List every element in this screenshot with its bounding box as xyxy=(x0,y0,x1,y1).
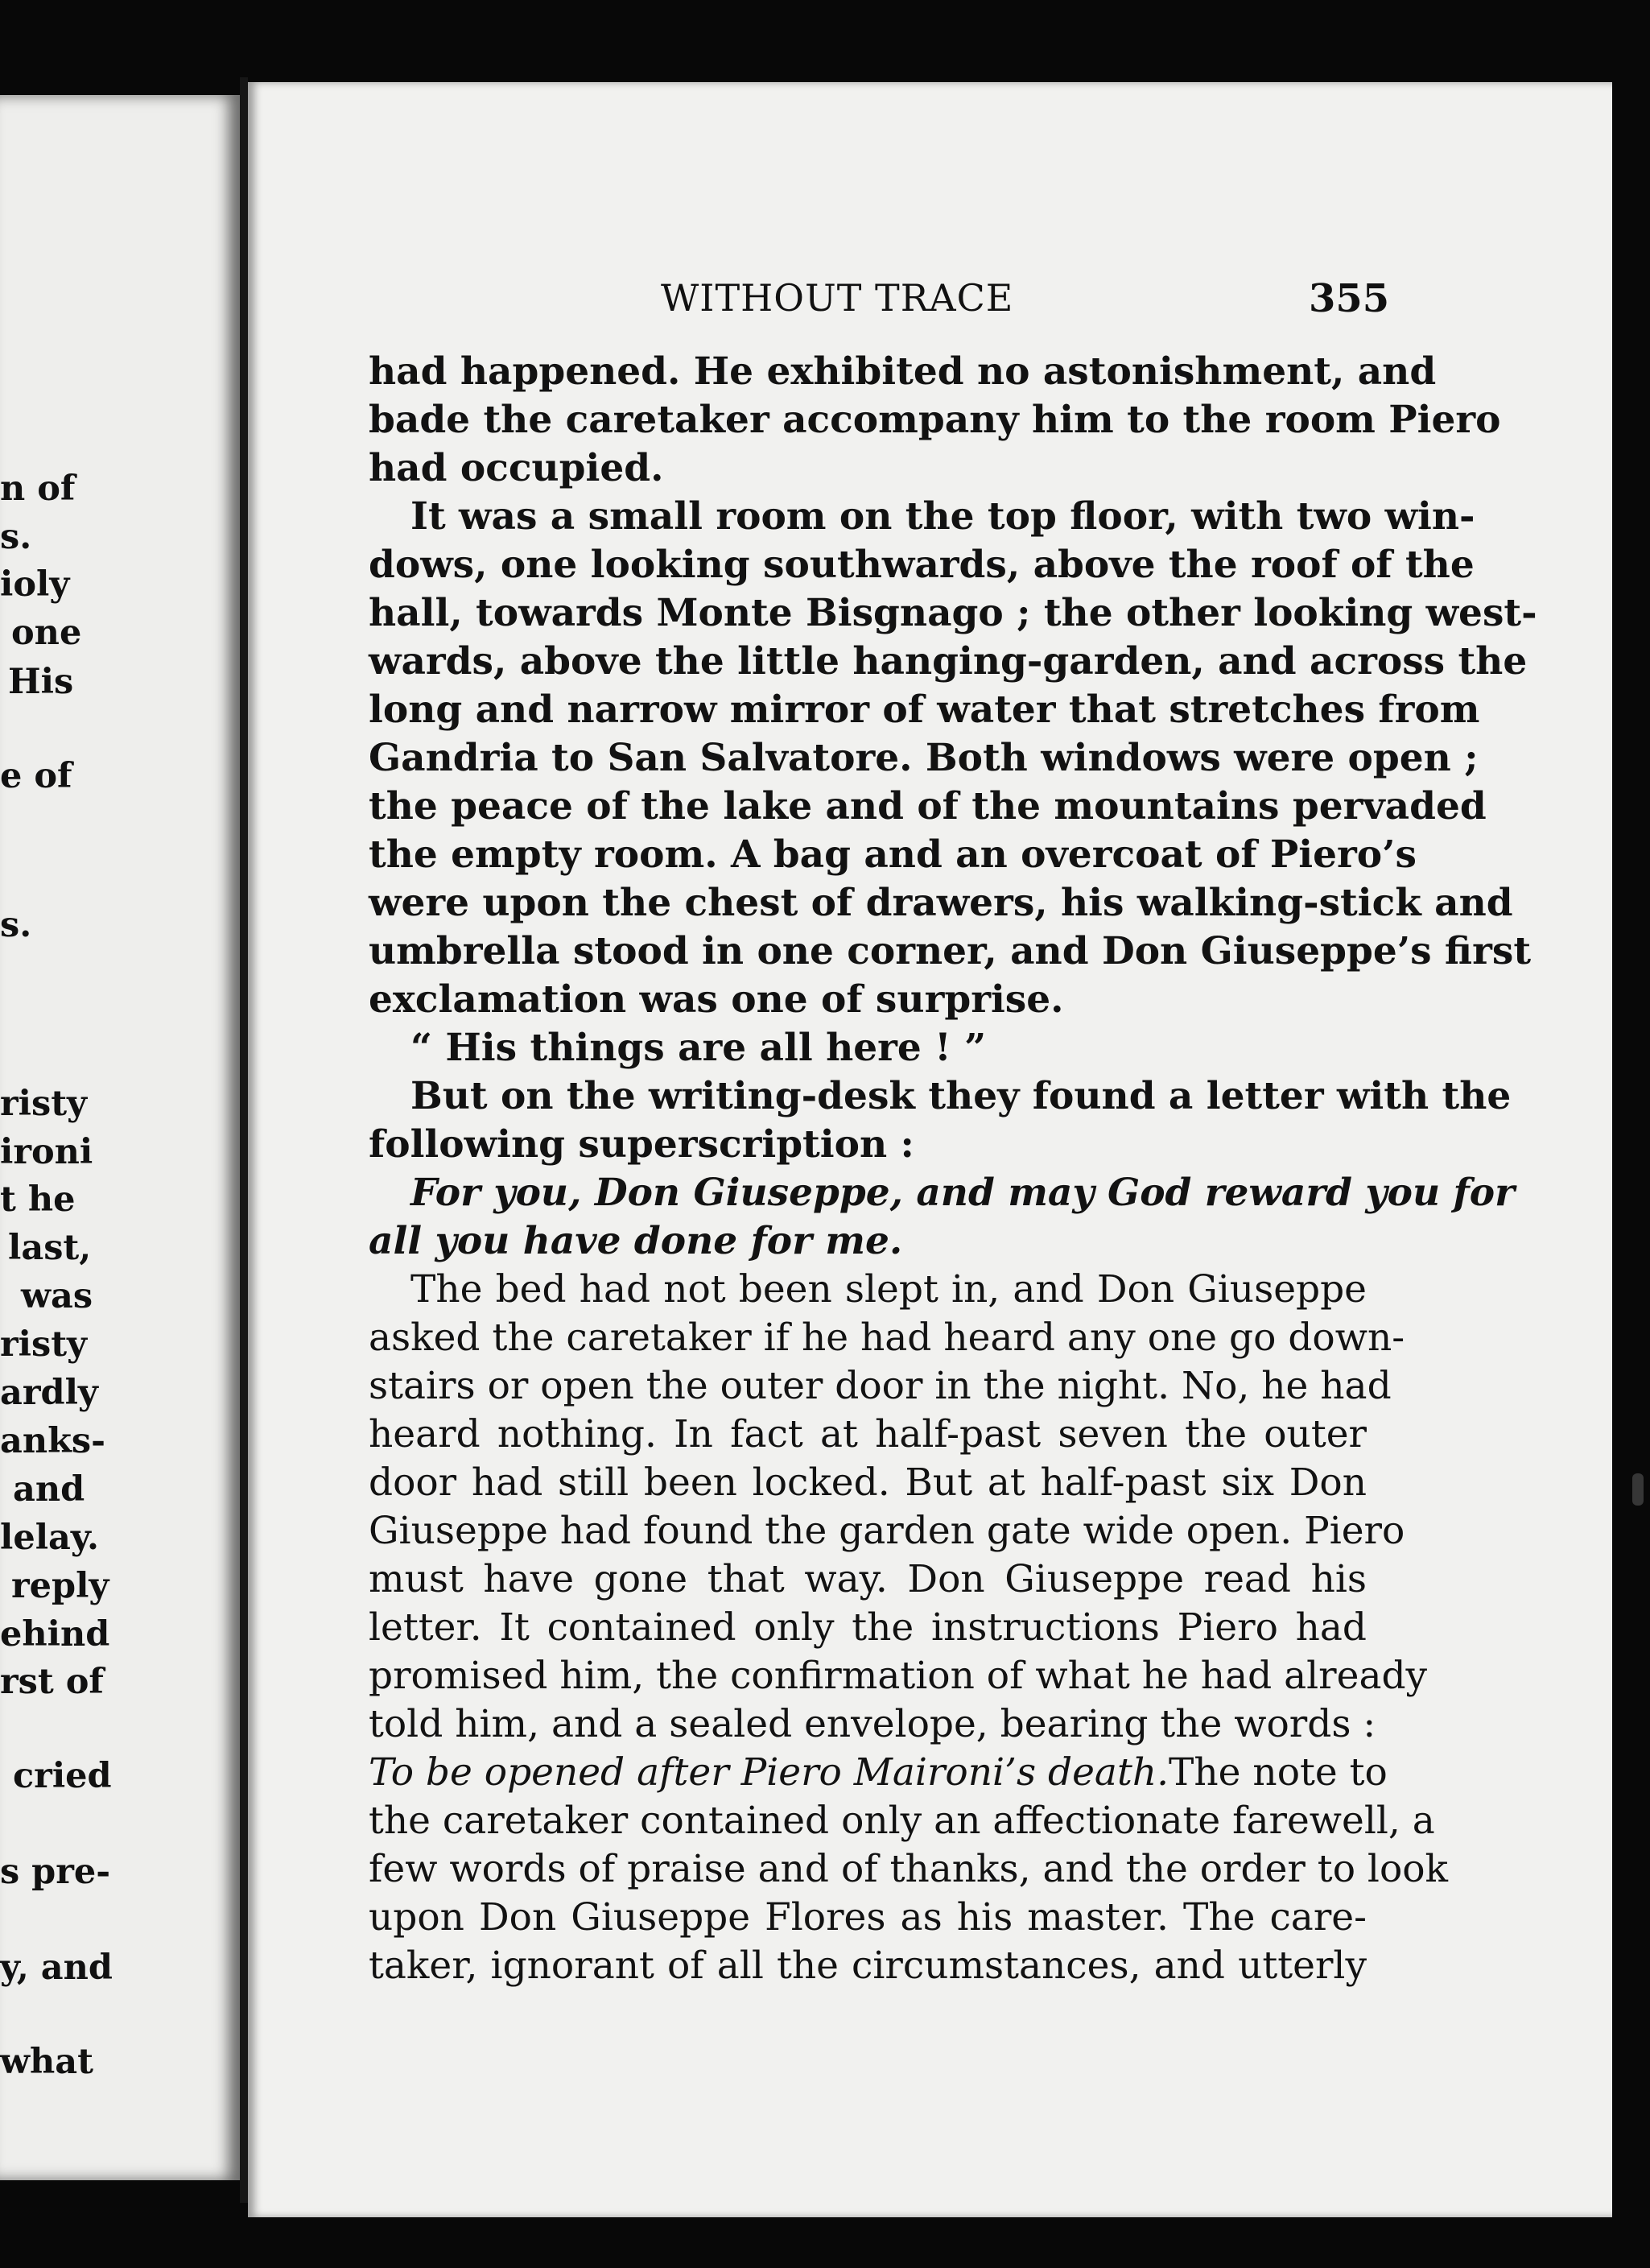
text-line: taker, ignorant of all the circumstances, and utterly xyxy=(369,1944,1367,1988)
text-line: Giuseppe had found the garden gate wide open. Piero xyxy=(369,1509,1405,1553)
text-line: were upon the chest of drawers, his walking-stick and xyxy=(369,881,1513,925)
text-line: hall, towards Monte Bisgnago ; the other looking west- xyxy=(369,591,1537,635)
previous-page-edge xyxy=(0,95,240,2180)
text-line: following superscription : xyxy=(369,1122,914,1167)
text-line: The bed had not been slept in, and Don Giuseppe xyxy=(410,1267,1367,1312)
left-fragment: n of xyxy=(0,469,76,509)
text-line: heard nothing. In fact at half-past seven the outer xyxy=(369,1412,1367,1456)
italic-superscription-line: all you have done for me. xyxy=(369,1219,903,1263)
text-line: “ His things are all here ! ” xyxy=(410,1026,987,1070)
text-line: It was a small room on the top floor, with two win- xyxy=(410,494,1475,539)
text-line: the empty room. A bag and an overcoat of Piero’s xyxy=(369,832,1417,877)
text-line: the peace of the lake and of the mountains pervaded xyxy=(369,784,1487,828)
left-fragment: cried xyxy=(13,1756,112,1796)
left-fragment: rst of xyxy=(0,1662,104,1702)
text-line: stairs or open the outer door in the night. No, he had xyxy=(369,1364,1392,1408)
text-line: few words of praise and of thanks, and the order to look xyxy=(369,1847,1449,1891)
left-fragment: one xyxy=(11,613,82,653)
left-fragment: risty xyxy=(0,1324,88,1365)
left-fragment: last, xyxy=(8,1228,92,1268)
left-fragment: what xyxy=(0,2042,94,2082)
text-line: must have gone that way. Don Giuseppe read his xyxy=(369,1557,1367,1601)
left-fragment: s. xyxy=(0,905,32,945)
italic-superscription-line: For you, Don Giuseppe, and may God reward you for xyxy=(410,1171,1515,1215)
left-fragment: lelay. xyxy=(0,1518,99,1558)
running-head xyxy=(248,276,1612,324)
text-line: had happened. He exhibited no astonishment, and xyxy=(369,349,1437,394)
text-line: umbrella stood in one corner, and Don Giuseppe’s first xyxy=(369,929,1532,973)
left-fragment: s. xyxy=(0,517,32,557)
left-fragment: ironi xyxy=(0,1132,93,1172)
text-line: long and narrow mirror of water that stretches from xyxy=(369,688,1480,732)
text-line: door had still been locked. But at half-past six Don xyxy=(369,1460,1367,1505)
italic-instruction: To be opened after Piero Maironi’s death. xyxy=(369,1750,1169,1795)
page-number: 355 xyxy=(1309,276,1390,321)
text-run: The note to xyxy=(1169,1750,1388,1795)
text-line: told him, and a sealed envelope, bearing the words : xyxy=(369,1702,1376,1746)
left-fragment: ioly xyxy=(0,564,70,605)
text-line: the caretaker contained only an affectionate farewell, a xyxy=(369,1799,1435,1843)
text-line: dows, one looking southwards, above the roof of the xyxy=(369,543,1475,587)
left-fragment: and xyxy=(13,1469,85,1510)
scan-speck xyxy=(1632,1473,1644,1506)
left-fragment: ardly xyxy=(0,1373,98,1413)
text-line: But on the writing-desk they found a letter with the xyxy=(410,1074,1512,1118)
text-line: exclamation was one of surprise. xyxy=(369,977,1064,1022)
book-gutter xyxy=(240,77,248,2203)
running-title: WITHOUT TRACE xyxy=(661,276,1014,320)
text-line: wards, above the little hanging-garden, and across the xyxy=(369,639,1528,684)
text-line: had occupied. xyxy=(369,446,664,490)
text-line: upon Don Giuseppe Flores as his master. The care- xyxy=(369,1895,1367,1940)
left-fragment: ehind xyxy=(0,1614,110,1655)
text-line: asked the caretaker if he had heard any one go down- xyxy=(369,1316,1405,1360)
left-fragment: risty xyxy=(0,1084,88,1124)
left-fragment: e of xyxy=(0,756,72,796)
text-line: promised him, the confirmation of what he had already xyxy=(369,1654,1428,1698)
left-fragment: anks- xyxy=(0,1421,105,1461)
current-page xyxy=(248,82,1612,2217)
text-line: letter. It contained only the instructions Piero had xyxy=(369,1605,1367,1650)
left-fragment: reply xyxy=(11,1566,109,1606)
left-fragment: was xyxy=(21,1276,93,1316)
text-line xyxy=(369,1749,1388,1797)
left-fragment: y, and xyxy=(0,1948,113,1988)
left-fragment: t he xyxy=(0,1179,76,1220)
left-fragment: His xyxy=(8,662,74,702)
text-line: bade the caretaker accompany him to the room Piero xyxy=(369,398,1501,442)
left-fragment: s pre- xyxy=(0,1852,111,1892)
text-line: Gandria to San Salvatore. Both windows were open ; xyxy=(369,736,1479,780)
